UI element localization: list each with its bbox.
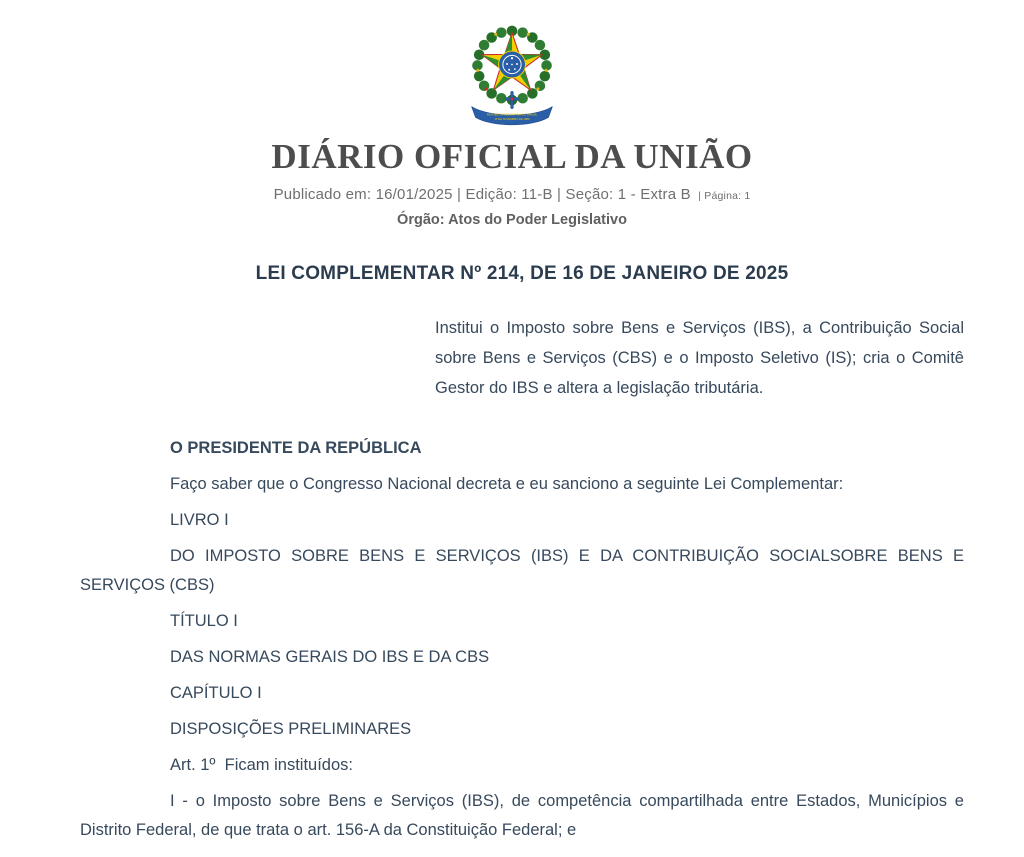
paragraph-enacting-clause: Faço saber que o Congresso Nacional decreta e eu sanciono a seguinte Lei Complementar:: [170, 475, 844, 493]
paragraph-titulo-i-title: DAS NORMAS GERAIS DO IBS E DA CBS: [170, 648, 490, 666]
gazette-title: DIÁRIO OFICIAL DA UNIÃO: [271, 137, 753, 176]
paragraph-art-1-inciso-i: I - o Imposto sobre Bens e Serviços (IBS), de competência compartilhada entre Estados, Municípios e Distrito Federal, de que trata o art. 156-A da Constituição Federal; e: [80, 792, 964, 839]
paragraph-capitulo-i-title: DISPOSIÇÕES PRELIMINARES: [170, 720, 412, 738]
publication-details: Publicado em: 16/01/2025 | Edição: 11-B | Seção: 1 - Extra B: [273, 186, 691, 203]
brazil-coat-of-arms-icon: [464, 20, 560, 132]
paragraph-president-heading: O PRESIDENTE DA REPÚBLICA: [170, 439, 422, 457]
page-number: | Página: 1: [698, 190, 751, 202]
paragraph-art-1: Art. 1º Ficam instituídos:: [170, 756, 353, 774]
ribbon-text-1: REPÚBLICA FEDERATIVA DO BRASIL: [486, 112, 538, 117]
paragraph-livro-i-title: DO IMPOSTO SOBRE BENS E SERVIÇOS (IBS) E DA CONTRIBUIÇÃO SOCIALSOBRE BENS E SERVIÇOS (CBS): [80, 547, 964, 594]
celestial-disc: [499, 51, 526, 78]
ribbon: [472, 107, 553, 125]
ribbon-text-2: 15 DE NOVEMBRO DE 1889: [494, 117, 530, 121]
law-summary: Institui o Imposto sobre Bens e Serviços (IBS), a Contribuição Social sobre Bens e Serviços (CBS) e o Imposto Seletivo (IS); cria o Comitê Gestor do IBS e altera a legislação tributária.: [435, 319, 964, 397]
publication-info-line: [0, 186, 1024, 203]
law-title: LEI COMPLEMENTAR Nº 214, DE 16 DE JANEIRO DE 2025: [255, 263, 789, 284]
paragraph-titulo-i: TÍTULO I: [170, 612, 238, 630]
paragraph-capitulo-i: CAPÍTULO I: [170, 684, 262, 702]
sword: [505, 91, 518, 108]
dou-header: [0, 0, 1024, 228]
law-content: [80, 263, 964, 845]
organ-line: Órgão: Atos do Poder Legislativo: [397, 212, 627, 228]
paragraph-livro-i: LIVRO I: [170, 511, 229, 529]
